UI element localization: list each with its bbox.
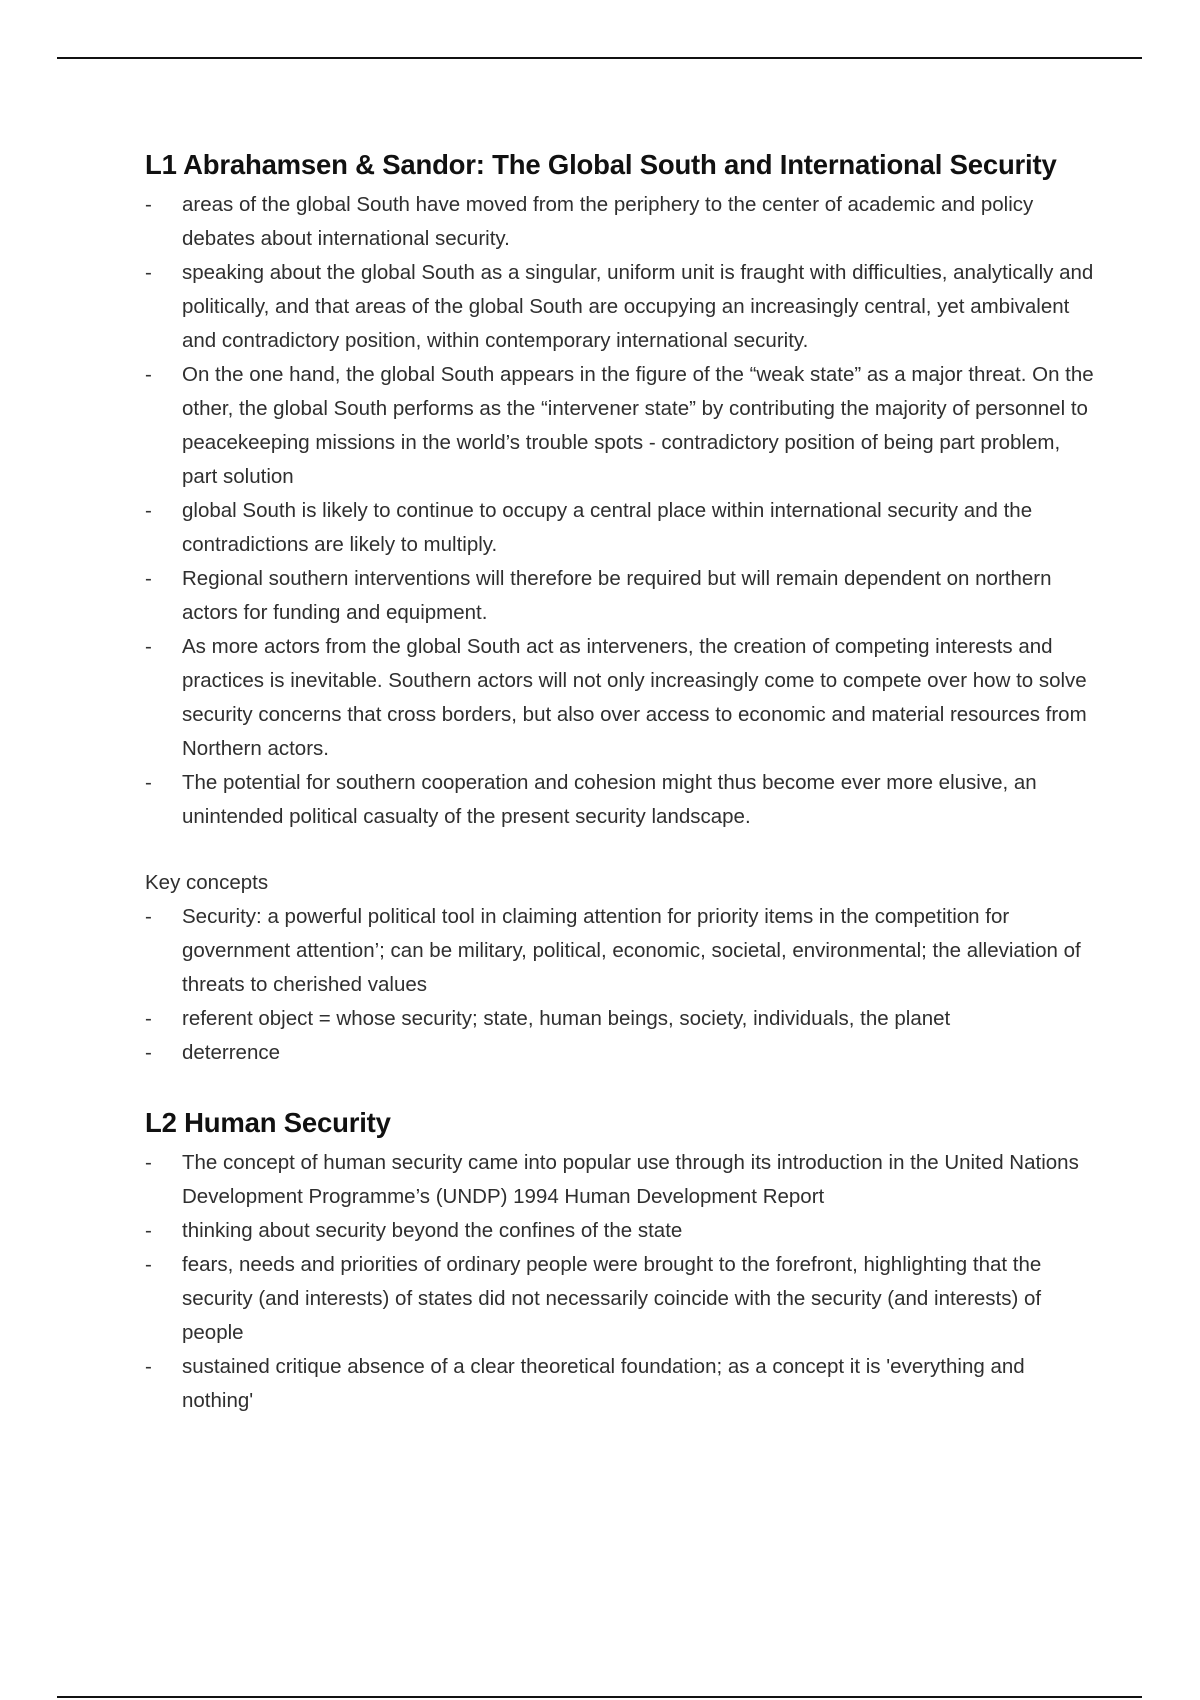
list-item	[145, 630, 1095, 766]
list-item	[145, 1214, 1095, 1248]
section-1-title: L1 Abrahamsen & Sandor: The Global South and International Security	[145, 149, 1057, 180]
list-item	[145, 1146, 1095, 1214]
bullet-dash: -	[145, 1219, 152, 1242]
bullet-dash: -	[145, 1007, 152, 1030]
list-item-text: On the one hand, the global South appears in the figure of the “weak state” as a major threat. On the other, the global South performs as the “intervener state” by contributing the majority of personnel to peacekeeping missions in the world’s trouble spots - contradictory position of being part problem, part solution	[182, 363, 1094, 488]
bullet-dash: -	[145, 193, 152, 216]
list-item-text: speaking about the global South as a singular, uniform unit is fraught with difficulties, analytically and politically, and that areas of the global South are occupying an increasingly central, yet ambivalent and contradictory position, within contemporary international security.	[182, 261, 1094, 352]
list-item	[145, 900, 1095, 1002]
list-item-text: The potential for southern cooperation and cohesion might thus become ever more elusive, an unintended political casualty of the present security landscape.	[182, 771, 1037, 828]
key-concepts-bullet-list	[145, 900, 1095, 1070]
bullet-dash: -	[145, 261, 152, 284]
list-item	[145, 1002, 1095, 1036]
list-item	[145, 494, 1095, 562]
bullet-dash: -	[145, 1253, 152, 1276]
list-item-text: referent object = whose security; state, human beings, society, individuals, the planet	[182, 1007, 951, 1030]
list-item	[145, 1350, 1095, 1418]
list-item	[145, 256, 1095, 358]
bullet-dash: -	[145, 363, 152, 386]
list-item-text: fears, needs and priorities of ordinary people were brought to the forefront, highlighting that the security (and interests) of states did not necessarily coincide with the security (and interests) of people	[182, 1253, 1042, 1344]
list-item	[145, 1248, 1095, 1350]
list-item	[145, 766, 1095, 834]
bullet-dash: -	[145, 1041, 152, 1064]
list-item-text: global South is likely to continue to occupy a central place within international security and the contradictions are likely to multiply.	[182, 499, 1033, 556]
key-concepts-label: Key concepts	[145, 871, 269, 894]
list-item-text: areas of the global South have moved from the periphery to the center of academic and policy debates about international security.	[182, 193, 1034, 250]
bullet-dash: -	[145, 567, 152, 590]
list-item-text: Security: a powerful political tool in claiming attention for priority items in the competition for government attention’; can be military, political, economic, societal, environmental; the alleviation of threats to cherished values	[182, 905, 1081, 996]
list-item	[145, 562, 1095, 630]
list-item	[145, 188, 1095, 256]
section-1-bullet-list	[145, 188, 1095, 834]
document-body	[145, 148, 1095, 1418]
list-item-text: sustained critique absence of a clear theoretical foundation; as a concept it is 'everything and nothing'	[182, 1355, 1025, 1412]
list-item-text: The concept of human security came into popular use through its introduction in the United Nations Development Programme’s (UNDP) 1994 Human Development Report	[182, 1151, 1079, 1208]
bullet-dash: -	[145, 1151, 152, 1174]
list-item-text: deterrence	[182, 1041, 281, 1064]
top-rule	[57, 57, 1142, 59]
bullet-dash: -	[145, 771, 152, 794]
bullet-dash: -	[145, 905, 152, 928]
list-item-text: As more actors from the global South act as interveners, the creation of competing interests and practices is inevitable. Southern actors will not only increasingly come to compete over how to solve security concerns that cross borders, but also over access to economic and material resources from Northern actors.	[182, 635, 1087, 760]
section-2-title: L2 Human Security	[145, 1107, 391, 1138]
bullet-dash: -	[145, 1355, 152, 1378]
list-item-text: Regional southern interventions will therefore be required but will remain dependent on northern actors for funding and equipment.	[182, 567, 1052, 624]
bottom-rule	[57, 1696, 1142, 1698]
bullet-dash: -	[145, 499, 152, 522]
list-item	[145, 1036, 1095, 1070]
list-item	[145, 358, 1095, 494]
section-2-bullet-list	[145, 1146, 1095, 1418]
list-item-text: thinking about security beyond the confines of the state	[182, 1219, 683, 1242]
bullet-dash: -	[145, 635, 152, 658]
